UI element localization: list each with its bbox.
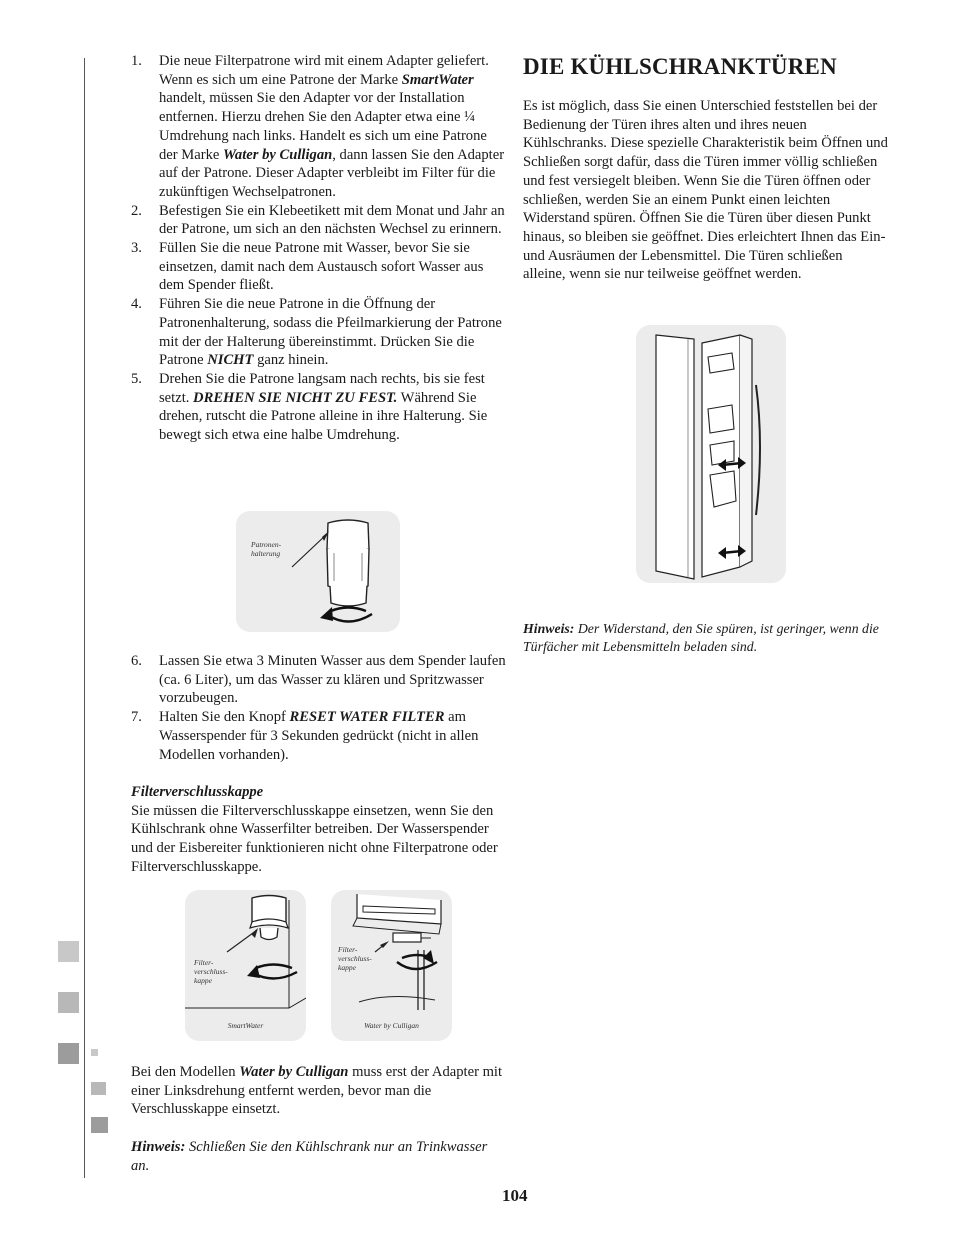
tab-marker [58,1043,79,1064]
list-item: 2. Befestigen Sie ein Klebeetikett mit dem Monat und Jahr an der Patrone, um sich an den nächsten Wechsel zu erinnern. [131,202,505,238]
tab-marker [58,992,79,1013]
fridge-door-illustration [636,325,786,583]
figure-caption: Filter- verschluss- kappe [194,958,228,985]
figure-caption: Patronen- halterung [251,540,282,558]
page-number: 104 [502,1186,528,1205]
tab-marker [91,1117,108,1133]
list-item: 7. Halten Sie den Knopf RESET WATER FILTER am Wasserspender für 3 Sekunden gedrückt (nicht in allen Modellen vorhanden). [131,709,479,763]
left-column-bottom [131,1063,506,1175]
install-steps [131,52,506,445]
cartridge-holder-drawing [236,511,400,632]
left-column [131,52,506,445]
tab-marker [91,1082,106,1095]
tab-marker [58,941,79,962]
list-item: 1. Die neue Filterpatrone wird mit einem Adapter geliefert. Wenn es sich um eine Patrone der Marke SmartWater handelt, müssen Sie den Adapter vor der Installation entfernen. Hierzu drehen Sie den Adapter etwa eine ¼ Umdrehung nach links. Handelt es sich um eine Patrone der Marke Water by Culligan, dann lassen Sie den Adapter auf der Patrone. Dieser Adapter verbleibt im Filter für die zukünftigen Wechselpatronen. [131,53,505,200]
list-item: 6. Lassen Sie etwa 3 Minuten Wasser aus dem Spender laufen (ca. 6 Liter), um das Wasser zu klären und Spritzwasser vorzubeugen. [131,653,506,707]
right-column [523,52,888,284]
list-item: 3. Füllen Sie die neue Patrone mit Wasser, bevor Sie sie einsetzen, damit nach dem Austausch sofort Wasser aus dem Spender fließt. [131,240,484,294]
right-column-note [523,620,888,656]
install-steps-continued [131,652,506,764]
list-item: 4. Führen Sie die neue Patrone in die Öffnung der Patronenhalterung, sodass die Pfeilmarkierung der Patrone mit der der Halterung übereinstimmt. Drücken Sie die Patrone NICHT ganz hinein. [131,296,502,369]
section-heading: Filterverschlusskappe [131,783,264,800]
culligan-paragraph: Bei den Modellen Water by Culligan muss erst der Adapter mit einer Linksdrehung entfernt werden, bevor man die Verschlusskappe einsetzt. [131,1064,503,1118]
smartwater-cap-illustration [185,890,306,1041]
doors-paragraph: Es ist möglich, dass Sie einen Unterschied feststellen bei der Bedienung der Türen ihres alten und ihres neuen Kühlschranks. Diese spezielle Charakteristik beim Öffnen und Schließen sorgt dafür, dass die Türen immer völlig schließen und fest versiegelt bleiben. Wenn Sie die Türen öffnen oder schließen, werden Sie an einem Punkt einen leichten Widerstand spüren. Öffnen Sie die Türen über diesen Punkt hinaus, so bleiben sie geöffnet. Dies erleichtert Ihnen das Ein- und Ausräumen der Lebensmittel. Die Türen schließen alleine, wenn sie nur teilweise geöffnet werden. [523,98,888,283]
culligan-cap-illustration [331,890,452,1041]
section-body: Sie müssen die Filterverschlusskappe einsetzen, wenn Sie den Kühlschrank ohne Wasserfilter betreiben. Der Wasserspender und der Eisbereiter funktionieren nicht ohne Filterpatrone oder Filterverschlusskappe. [131,802,498,875]
fridge-door-drawing [636,325,786,583]
hint-note: Hinweis: Der Widerstand, den Sie spüren, ist geringer, wenn die Türfächer mit Lebensmitteln beladen sind. [523,621,879,655]
left-column-lower [131,652,506,876]
cartridge-holder-illustration [236,511,400,632]
tab-marker [91,1049,98,1056]
page-margin-rule [84,58,85,1178]
hint-note: Hinweis: Schließen Sie den Kühlschrank nur an Trinkwasser an. [131,1138,488,1174]
list-item: 5. Drehen Sie die Patrone langsam nach rechts, bis sie fest setzt. DREHEN SIE NICHT ZU FEST. Während Sie drehen, rutscht die Patrone alleine in ihre Halterung. Sie bewegt sich etwa eine halbe Umdrehung. [131,370,488,444]
page-title: DIE KÜHLSCHRANKTÜREN [523,54,837,79]
figure-label: Water by Culligan [364,1021,419,1030]
figure-caption: Filter- verschluss- kappe [338,945,372,972]
figure-label: SmartWater [227,1021,264,1030]
